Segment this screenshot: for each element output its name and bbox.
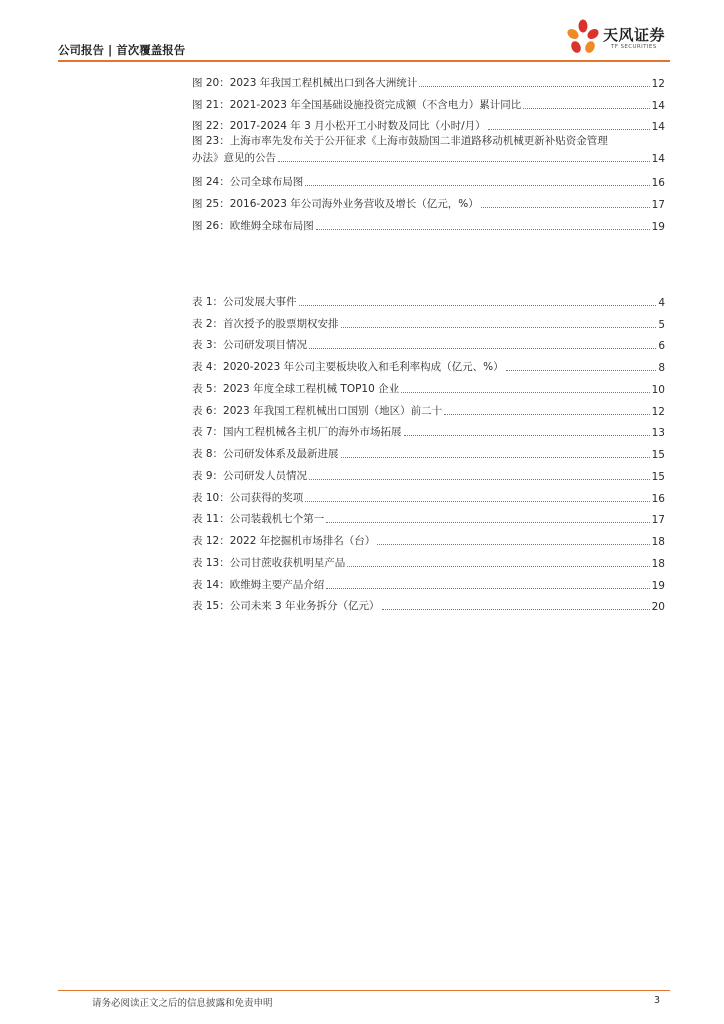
dot-leader — [305, 185, 649, 186]
toc-entry-table[interactable] — [192, 374, 665, 396]
logo-text-en: TF SECURITIES — [611, 44, 657, 50]
toc-entry-table[interactable] — [192, 331, 665, 353]
dot-leader — [488, 129, 650, 130]
toc-entry-title: 图 25：2016-2023 年公司海外业务营收及增长（亿元，%） — [192, 197, 479, 210]
toc-entry-page: 12 — [651, 77, 665, 90]
toc-entry-page: 6 — [658, 340, 665, 353]
dot-leader — [278, 161, 650, 162]
toc-entry-figure[interactable] — [192, 167, 665, 189]
toc-entry-page: 16 — [651, 177, 665, 189]
toc-entry-title: 表 10：公司获得的奖项 — [192, 491, 304, 504]
toc-entry-page: 17 — [651, 514, 665, 527]
toc-entry-page: 14 — [651, 121, 665, 134]
page-number: 3 — [654, 995, 661, 1006]
disclaimer-text: 请务必阅读正文之后的信息披露和免责申明 — [92, 998, 273, 1009]
dot-leader — [444, 414, 650, 415]
dot-leader — [341, 457, 650, 458]
logo-text-cn: 天风证券 — [603, 26, 666, 44]
toc-entry-table[interactable] — [192, 439, 665, 461]
toc-entry-title: 表 4：2020-2023 年公司主要板块收入和毛利率构成（亿元、%） — [192, 361, 504, 373]
toc-entry-page: 19 — [651, 579, 665, 592]
dot-leader — [326, 522, 649, 523]
toc-entry-figure[interactable] — [192, 189, 665, 211]
toc-entry-table[interactable] — [192, 309, 665, 331]
table-list — [192, 287, 665, 613]
toc-entry-title: 表 2：首次授予的股票期权安排 — [192, 317, 339, 330]
toc-entry-table[interactable] — [192, 592, 665, 614]
toc-entry-title: 表 8：公司研发体系及最新进展 — [192, 448, 339, 460]
dot-leader — [341, 327, 657, 328]
dot-leader — [523, 108, 649, 109]
toc-entry-page: 15 — [651, 449, 665, 461]
toc-entry-figure[interactable] — [192, 68, 665, 90]
toc-entry-page: 8 — [658, 362, 665, 374]
header-divider — [58, 60, 670, 62]
toc-entry-title: 表 7：国内工程机械各主机厂的海外市场拓展 — [192, 426, 402, 439]
toc-entry-title: 表 14：欧维姆主要产品介绍 — [192, 578, 325, 591]
toc-entry-page: 12 — [651, 405, 665, 418]
toc-entry-title: 表 5：2023 年度全球工程机械 TOP10 企业 — [192, 382, 400, 395]
dot-leader — [401, 392, 650, 393]
dot-leader — [419, 86, 649, 87]
toc-entry-table[interactable] — [192, 570, 665, 592]
dot-leader — [404, 435, 650, 436]
toc-entry-table[interactable] — [192, 483, 665, 505]
toc-entry-title: 图 24：公司全球布局图 — [192, 176, 304, 188]
toc-entry-table[interactable] — [192, 505, 665, 527]
toc-entry-page: 14 — [651, 153, 665, 166]
toc-entry-title: 图 21：2021-2023 年全国基础设施投资完成额（不含电力）累计同比 — [192, 98, 522, 111]
toc-entry-title: 表 15：公司未来 3 年业务拆分（亿元） — [192, 600, 380, 613]
toc-entry-page: 19 — [651, 220, 665, 233]
toc-entry-title: 图 20：2023 年我国工程机械出口到各大洲统计 — [192, 76, 418, 89]
toc-entry-table[interactable] — [192, 418, 665, 440]
toc-entry-figure[interactable] — [192, 133, 665, 167]
toc-entry-title: 表 11：公司装载机七个第一 — [192, 513, 325, 526]
toc-entry-table[interactable] — [192, 287, 665, 309]
dot-leader — [382, 609, 650, 610]
toc-entry-page: 16 — [651, 492, 665, 505]
dot-leader — [309, 479, 650, 480]
company-logo — [565, 18, 675, 60]
dot-leader — [309, 348, 656, 349]
dot-leader — [347, 566, 649, 567]
toc-entry-page: 17 — [651, 198, 665, 211]
toc-entry-title: 图 22：2017-2024 年 3 月小松开工小时数及同比（小时/月） — [192, 120, 486, 133]
toc-entry-table[interactable] — [192, 526, 665, 548]
toc-entry-title: 表 6：2023 年我国工程机械出口国别（地区）前二十 — [192, 404, 443, 417]
toc-entry-figure[interactable] — [192, 112, 665, 134]
toc-entry-page: 10 — [651, 383, 665, 396]
dot-leader — [377, 544, 649, 545]
toc-entry-title: 表 3：公司研发项目情况 — [192, 339, 308, 352]
toc-entry-title: 图 26：欧维姆全球布局图 — [192, 219, 314, 232]
toc-entry-page: 5 — [658, 318, 665, 331]
report-type-label: 公司报告 | 首次覆盖报告 — [58, 43, 186, 57]
toc-entry-table[interactable] — [192, 352, 665, 374]
toc-entry-title-continued: 办法》意见的公告 — [192, 152, 276, 165]
toc-entry-page: 14 — [651, 99, 665, 112]
dot-leader — [506, 370, 657, 371]
footer-divider — [58, 990, 670, 991]
dot-leader — [305, 501, 649, 502]
dot-leader — [481, 207, 650, 208]
toc-entry-page: 18 — [651, 536, 665, 548]
toc-entry-page: 20 — [651, 601, 665, 614]
toc-entry-table[interactable] — [192, 461, 665, 483]
toc-entry-page: 4 — [658, 296, 665, 309]
toc-entry-title: 表 12：2022 年挖掘机市场排名（台） — [192, 535, 376, 547]
toc-entry-page: 13 — [651, 427, 665, 440]
dot-leader — [326, 588, 649, 589]
logo-flower-icon — [565, 18, 601, 60]
toc-entry-page: 15 — [651, 470, 665, 483]
dot-leader — [299, 305, 657, 306]
toc-entry-title: 表 9：公司研发人员情况 — [192, 469, 308, 482]
dot-leader — [316, 229, 650, 230]
toc-entry-table[interactable] — [192, 548, 665, 570]
toc-entry-page: 18 — [651, 557, 665, 570]
toc-entry-title: 表 13：公司甘蔗收获机明星产品 — [192, 556, 346, 569]
toc-entry-title: 表 1：公司发展大事件 — [192, 295, 297, 308]
toc-entry-figure[interactable] — [192, 211, 665, 233]
toc-entry-table[interactable] — [192, 396, 665, 418]
toc-entry-title: 图 23：上海市率先发布关于公开征求《上海市鼓励国二非道路移动机械更新补贴资金管理 — [192, 135, 608, 148]
figure-list — [192, 68, 665, 233]
toc-entry-figure[interactable] — [192, 90, 665, 112]
